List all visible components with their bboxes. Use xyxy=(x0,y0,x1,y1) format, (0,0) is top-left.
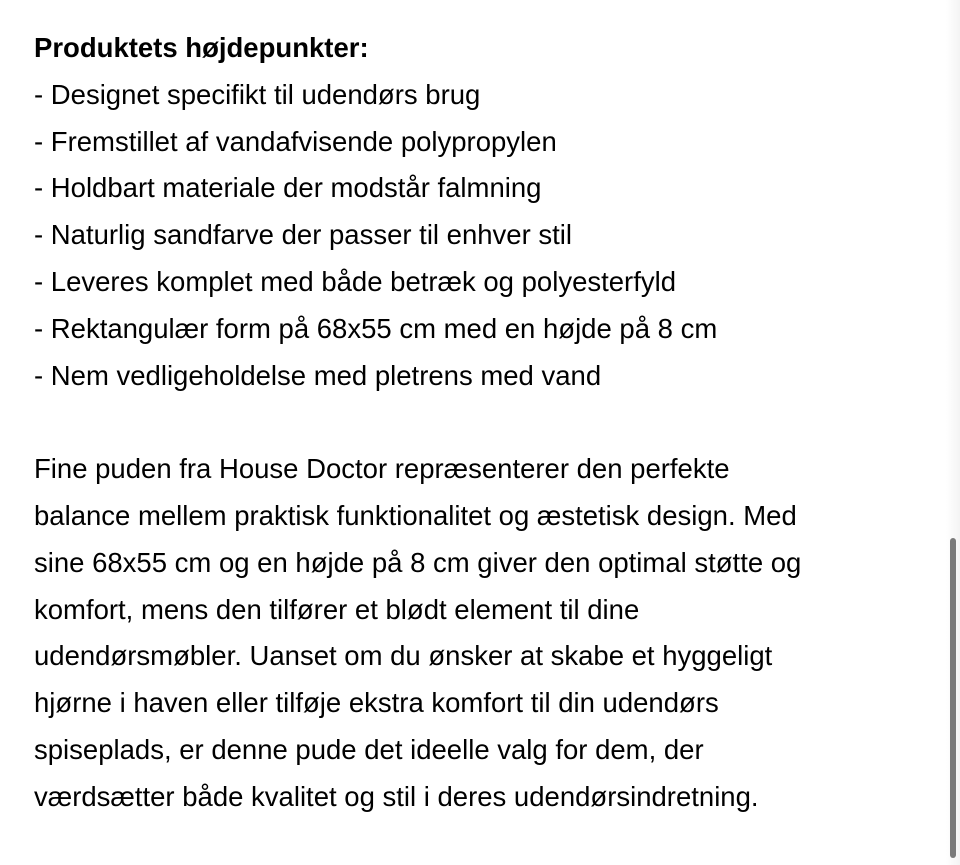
highlight-item: - Holdbart materiale der modstår falmning xyxy=(34,172,542,204)
scrollbar-thumb[interactable] xyxy=(950,538,956,858)
highlights-heading: Produktets højdepunkter: xyxy=(34,32,369,63)
product-description: Fine puden fra House Doctor repræsenterer den perfekte balance mellem praktisk funktionalitet og æstetisk design. Med sine 68x55 cm og en højde på 8 cm giver den optimal støtte og komfort, mens den tilfører et blødt element til dine udendørsmøbler. Uanset om du ønsker at skabe et hyggeligt hjørne i haven eller tilføje ekstra komfort til din udendørs spiseplads, er denne pude det ideelle valg for dem, der værdsætter både kvalitet og stil i deres udendørsindretning. xyxy=(34,453,802,812)
highlight-item: - Naturlig sandfarve der passer til enhver stil xyxy=(34,219,573,251)
product-details xyxy=(34,25,924,821)
highlights-list xyxy=(34,72,924,400)
highlight-item: - Designet specifikt til udendørs brug xyxy=(34,78,481,110)
highlight-item: - Fremstillet af vandafvisende polypropylen xyxy=(34,125,557,157)
highlight-item: - Leveres komplet med både betræk og polyesterfyld xyxy=(34,265,676,297)
scrollbar-track[interactable] xyxy=(946,0,960,865)
highlight-item: - Rektangulær form på 68x55 cm med en højde på 8 cm xyxy=(34,312,718,344)
highlight-item: - Nem vedligeholdelse med pletrens med vand xyxy=(34,359,602,391)
paragraph-spacer xyxy=(34,399,924,446)
